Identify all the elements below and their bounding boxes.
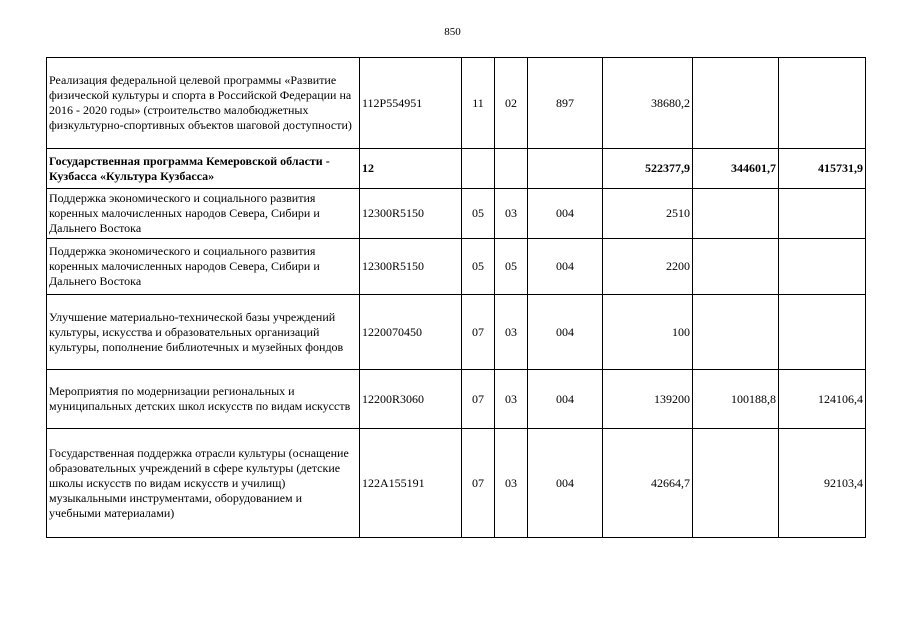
page-number: 850 — [444, 26, 461, 38]
row-vr: 897 — [528, 58, 603, 149]
table-row — [47, 295, 866, 370]
row-subsection: 05 — [495, 239, 528, 295]
row-vr: 004 — [528, 189, 603, 239]
row-value-3: 92103,4 — [779, 429, 866, 538]
row-section: 11 — [462, 58, 495, 149]
table-row — [47, 149, 866, 189]
row-value-3 — [779, 189, 866, 239]
row-code: 1220070450 — [360, 295, 462, 370]
table-row — [47, 58, 866, 149]
row-section: 05 — [462, 189, 495, 239]
row-subsection: 03 — [495, 295, 528, 370]
row-section: 07 — [462, 295, 495, 370]
row-value-3 — [779, 239, 866, 295]
row-vr: 004 — [528, 370, 603, 429]
row-value-2 — [693, 239, 779, 295]
row-name: Государственная поддержка отрасли культуры (оснащение образовательных учреждений в сфере культуры (детские школы искусств по видам искусств и училищ) музыкальными инструментами, оборудованием и учебными материалами) — [47, 429, 360, 538]
row-value-1: 2200 — [603, 239, 693, 295]
row-value-2 — [693, 58, 779, 149]
row-section — [462, 149, 495, 189]
row-value-1: 100 — [603, 295, 693, 370]
row-value-1: 2510 — [603, 189, 693, 239]
row-value-3: 415731,9 — [779, 149, 866, 189]
row-code: 12300R5150 — [360, 189, 462, 239]
row-value-2 — [693, 189, 779, 239]
row-subsection: 03 — [495, 370, 528, 429]
row-code: 122A155191 — [360, 429, 462, 538]
table-row — [47, 189, 866, 239]
row-section: 07 — [462, 429, 495, 538]
row-vr — [528, 149, 603, 189]
row-section: 05 — [462, 239, 495, 295]
row-subsection: 03 — [495, 429, 528, 538]
row-code: 12200R3060 — [360, 370, 462, 429]
row-value-1: 38680,2 — [603, 58, 693, 149]
row-vr: 004 — [528, 295, 603, 370]
table-row — [47, 239, 866, 295]
row-name: Поддержка экономического и социального развития коренных малочисленных народов Севера, Сибири и Дальнего Востока — [47, 189, 360, 239]
row-value-3: 124106,4 — [779, 370, 866, 429]
row-code: 112P554951 — [360, 58, 462, 149]
row-code: 12300R5150 — [360, 239, 462, 295]
row-vr: 004 — [528, 239, 603, 295]
row-name: Улучшение материально-технической базы учреждений культуры, искусства и образовательных организаций культуры, пополнение библиотечных и музейных фондов — [47, 295, 360, 370]
row-name: Реализация федеральной целевой программы «Развитие физической культуры и спорта в Российской Федерации на 2016 - 2020 годы» (строительство малобюджетных физкультурно-спортивных объектов шаговой доступности) — [47, 58, 360, 149]
row-section: 07 — [462, 370, 495, 429]
row-value-2: 100188,8 — [693, 370, 779, 429]
table-row — [47, 429, 866, 538]
budget-table — [46, 57, 866, 538]
row-value-1: 42664,7 — [603, 429, 693, 538]
row-value-1: 522377,9 — [603, 149, 693, 189]
table-row — [47, 370, 866, 429]
row-subsection — [495, 149, 528, 189]
row-vr: 004 — [528, 429, 603, 538]
row-value-3 — [779, 295, 866, 370]
row-value-2: 344601,7 — [693, 149, 779, 189]
row-value-2 — [693, 295, 779, 370]
row-name: Мероприятия по модернизации региональных и муниципальных детских школ искусств по видам искусств — [47, 370, 360, 429]
row-code: 12 — [360, 149, 462, 189]
row-value-2 — [693, 429, 779, 538]
row-name: Поддержка экономического и социального развития коренных малочисленных народов Севера, Сибири и Дальнего Востока — [47, 239, 360, 295]
row-subsection: 02 — [495, 58, 528, 149]
row-subsection: 03 — [495, 189, 528, 239]
row-value-3 — [779, 58, 866, 149]
row-name: Государственная программа Кемеровской области - Кузбасса «Культура Кузбасса» — [47, 149, 360, 189]
row-value-1: 139200 — [603, 370, 693, 429]
